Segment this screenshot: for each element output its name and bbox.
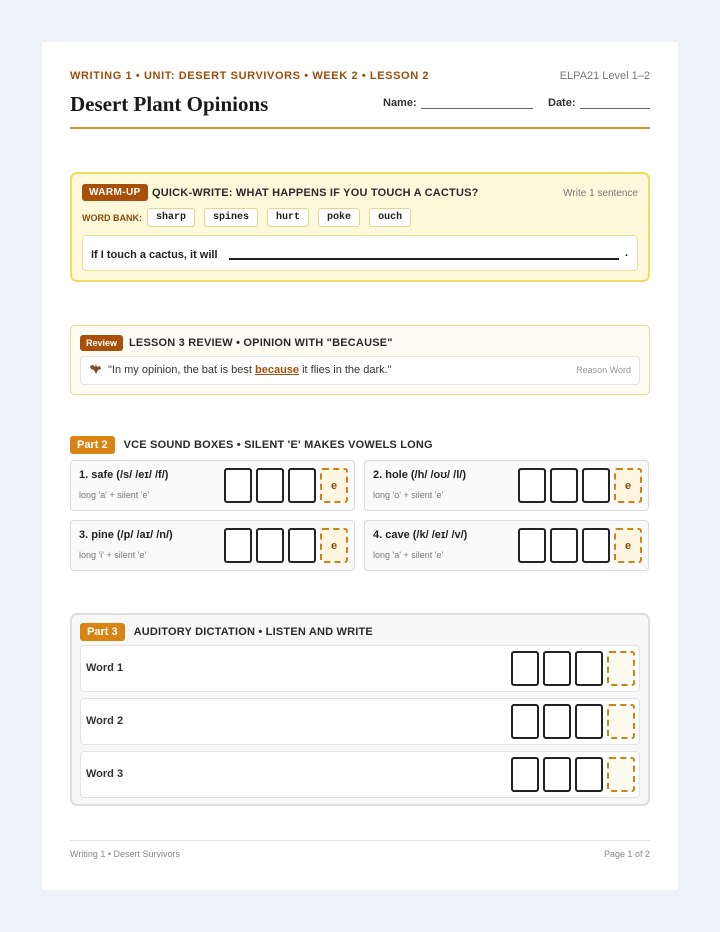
part2-title: VCE SOUND BOXES • SILENT 'E' MAKES VOWELS LONG — [123, 439, 433, 451]
warmup-title: QUICK-WRITE: WHAT HAPPENS IF YOU TOUCH A CACTUS? — [152, 187, 479, 199]
sound-box[interactable] — [288, 528, 316, 563]
card-hint: long 'i' + silent 'e' — [79, 550, 147, 560]
letter-box[interactable] — [575, 651, 603, 686]
card-hint: long 'o' + silent 'e' — [373, 490, 444, 500]
letter-box[interactable] — [543, 651, 571, 686]
review-badge: Review — [80, 335, 123, 351]
review-section — [70, 325, 650, 395]
card-word: 4. cave (/k/ /eɪ/ /v/) — [373, 529, 468, 541]
date-label: Date: — [548, 97, 576, 109]
footer-unit: Writing 1 • Desert Survivors — [70, 849, 181, 859]
dictation-label: Word 1 — [86, 662, 124, 674]
part3-header — [80, 623, 373, 641]
part3-badge: Part 3 — [80, 623, 125, 641]
silent-e-box[interactable] — [607, 651, 635, 686]
letter-box[interactable] — [575, 704, 603, 739]
footer-page-number: Page 1 of 2 — [603, 849, 650, 859]
card-word: 2. hole (/h/ /oʊ/ /l/) — [373, 469, 467, 481]
lesson-kicker: WRITING 1 • UNIT: DESERT SURVIVORS • WEEK 2 • LESSON 2 — [70, 70, 430, 82]
word-chip: sharp — [147, 208, 195, 227]
name-label: Name: — [383, 97, 417, 109]
dictation-boxes — [511, 757, 635, 792]
review-example — [80, 356, 640, 385]
bat-icon — [89, 363, 102, 378]
letter-box[interactable] — [575, 757, 603, 792]
silent-e-box: e — [614, 528, 642, 563]
review-title: LESSON 3 REVIEW • OPINION WITH "BECAUSE" — [129, 337, 393, 349]
silent-e-box: e — [320, 528, 348, 563]
silent-e-box[interactable] — [607, 757, 635, 792]
letter-box[interactable] — [511, 757, 539, 792]
word-chip: ouch — [369, 208, 411, 227]
sound-box[interactable] — [288, 468, 316, 503]
silent-e-box[interactable] — [607, 704, 635, 739]
sound-box[interactable] — [224, 528, 252, 563]
sound-boxes — [518, 528, 642, 563]
sentence-write-line[interactable] — [229, 258, 619, 260]
card-word: 1. safe (/s/ /eɪ/ /f/) — [79, 469, 169, 481]
dictation-label: Word 2 — [86, 715, 124, 727]
silent-e-box: e — [320, 468, 348, 503]
warmup-badge: WARM-UP — [82, 184, 148, 201]
sound-box[interactable] — [582, 468, 610, 503]
sound-box-card — [70, 520, 355, 571]
sound-box-card — [70, 460, 355, 511]
card-word: 3. pine (/p/ /aɪ/ /n/) — [79, 529, 173, 541]
reason-word: because — [255, 364, 300, 376]
letter-box[interactable] — [543, 757, 571, 792]
worksheet-page — [42, 42, 678, 890]
sound-boxes — [518, 468, 642, 503]
letter-box[interactable] — [543, 704, 571, 739]
dictation-row — [80, 645, 640, 692]
sound-box-card — [364, 460, 649, 511]
sentence-box — [82, 235, 638, 271]
dictation-label: Word 3 — [86, 768, 124, 780]
card-hint: long 'a' + silent 'e' — [373, 550, 444, 560]
part2-header — [70, 436, 433, 454]
dictation-row — [80, 698, 640, 745]
word-bank-label: WORD BANK: — [82, 213, 142, 223]
sound-box-card — [364, 520, 649, 571]
sound-boxes — [224, 528, 348, 563]
dictation-row — [80, 751, 640, 798]
silent-e-box: e — [614, 468, 642, 503]
sound-box[interactable] — [550, 468, 578, 503]
quote-start: "In my opinion, the bat is best — [108, 364, 255, 376]
warmup-section — [70, 172, 650, 282]
word-chip: spines — [204, 208, 258, 227]
sound-box[interactable] — [550, 528, 578, 563]
card-hint: long 'a' + silent 'e' — [79, 490, 150, 500]
page-title: Desert Plant Opinions — [70, 92, 269, 116]
sound-boxes — [224, 468, 348, 503]
word-chip: poke — [318, 208, 360, 227]
dictation-boxes — [511, 704, 635, 739]
reason-word-tag: Reason Word — [576, 365, 631, 375]
word-bank — [147, 208, 411, 227]
sound-box[interactable] — [518, 528, 546, 563]
date-blank[interactable] — [580, 99, 650, 109]
letter-box[interactable] — [511, 704, 539, 739]
part2-badge: Part 2 — [70, 436, 115, 454]
header-divider — [70, 127, 650, 129]
name-field[interactable] — [383, 97, 533, 109]
review-quote — [108, 364, 392, 376]
sound-box[interactable] — [256, 528, 284, 563]
letter-box[interactable] — [511, 651, 539, 686]
warmup-hint: Write 1 sentence — [563, 188, 638, 199]
sound-box[interactable] — [518, 468, 546, 503]
sound-box[interactable] — [224, 468, 252, 503]
quote-end: it flies in the dark." — [299, 364, 392, 376]
part3-title: AUDITORY DICTATION • LISTEN AND WRITE — [133, 626, 373, 638]
part3-section — [70, 613, 650, 806]
date-field[interactable] — [548, 97, 650, 109]
footer-divider — [70, 840, 650, 841]
sentence-period: . — [624, 247, 628, 259]
sound-box[interactable] — [256, 468, 284, 503]
word-chip: hurt — [267, 208, 309, 227]
dictation-boxes — [511, 651, 635, 686]
sound-box[interactable] — [582, 528, 610, 563]
level-label: ELPA21 Level 1–2 — [559, 70, 650, 82]
sentence-prompt: If I touch a cactus, it will — [91, 249, 218, 261]
name-blank[interactable] — [421, 99, 533, 109]
